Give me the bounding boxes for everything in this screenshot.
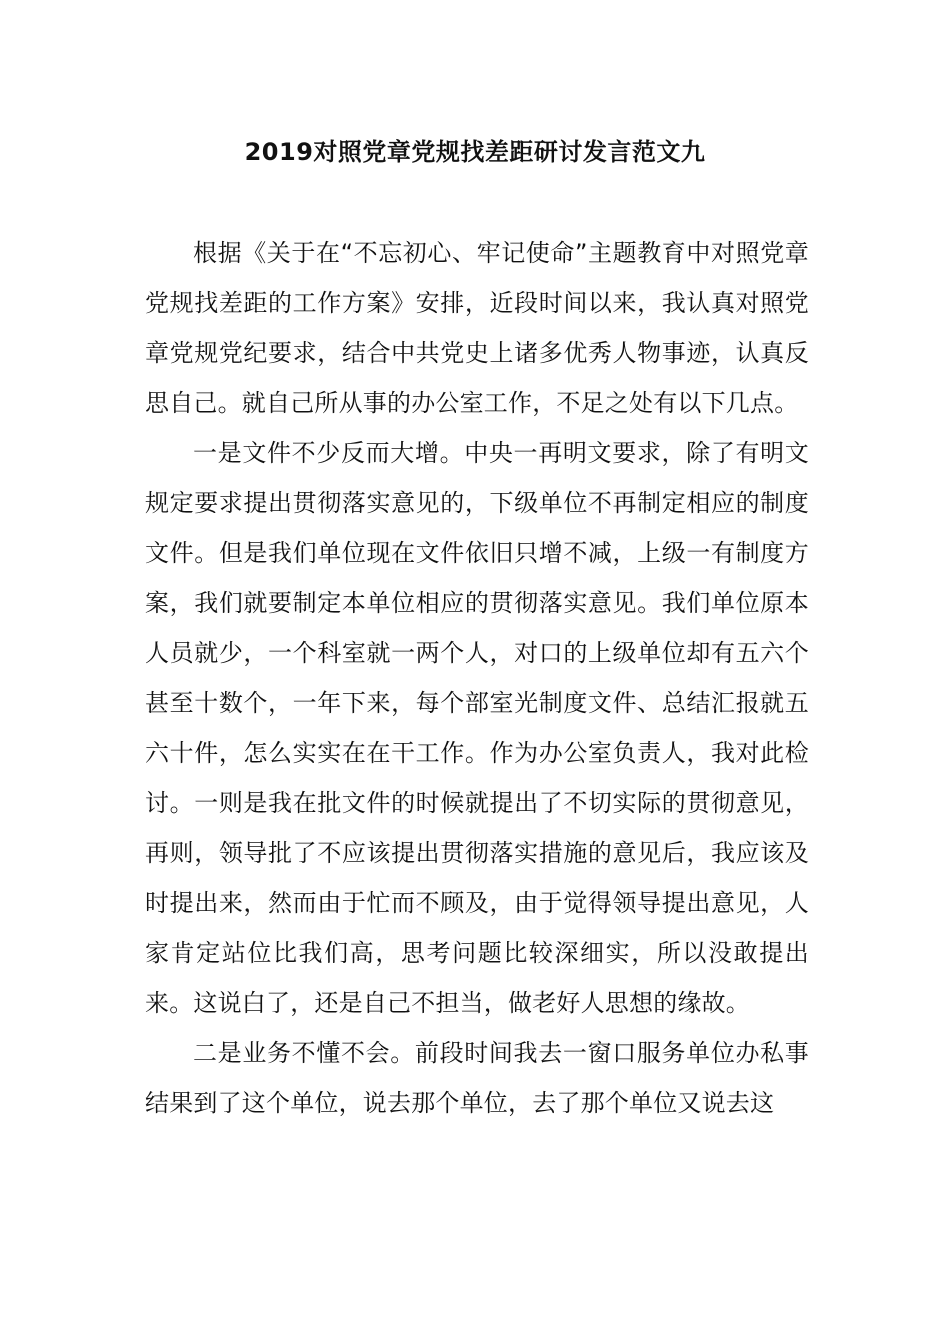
paragraph-intro: 根据《关于在“不忘初心、牢记使命”主题教育中对照党章党规找差距的工作方案》安排，近段时间以来，我认真对照党章党规党纪要求，结合中共党史上诸多优秀人物事迹，认真反思自己。就自己所从事的办公室工作，不足之处有以下几点。 [145, 239, 809, 417]
document-body [145, 228, 809, 1128]
document-title: 2019对照党章党规找差距研讨发言范文九 [244, 138, 706, 166]
paragraph-point-two: 二是业务不懂不会。前段时间我去一窗口服务单位办私事结果到了这个单位，说去那个单位，去了那个单位又说去这 [145, 1039, 809, 1117]
paragraph-point-one: 一是文件不少反而大增。中央一再明文要求，除了有明文规定要求提出贯彻落实意见的，下级单位不再制定相应的制度文件。但是我们单位现在文件依旧只增不减，上级一有制度方案，我们就要制定本单位相应的贯彻落实意见。我们单位原本人员就少，一个科室就一两个人，对口的上级单位却有五六个甚至十数个，一年下来，每个部室光制度文件、总结汇报就五六十件，怎么实实在在干工作。作为办公室负责人，我对此检讨。一则是我在批文件的时候就提出了不切实际的贯彻意见，再则，领导批了不应该提出贯彻落实措施的意见后，我应该及时提出来，然而由于忙而不顾及，由于觉得领导提出意见，人家肯定站位比我们高，思考问题比较深细实，所以没敢提出来。这说白了，还是自己不担当，做老好人思想的缘故。 [145, 439, 809, 1017]
